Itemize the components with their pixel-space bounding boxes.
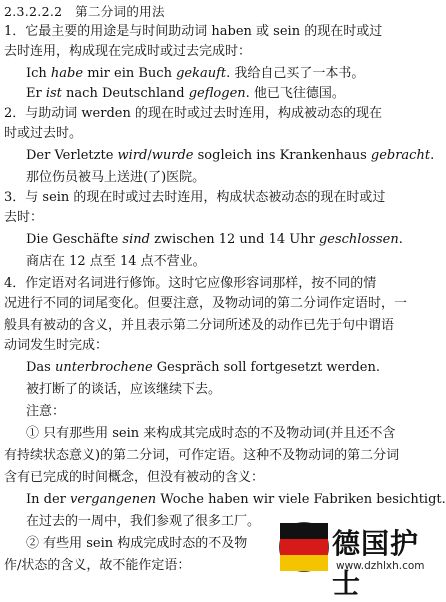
text-segment: 4．作定语对名词进行修饰。这时它应像形容词那样，按不同的情 xyxy=(4,276,377,291)
text-line xyxy=(4,22,432,42)
text-segment: 2．与助动词 werden 的现在时或过去时连用，构成被动态的现在 xyxy=(4,106,382,121)
text-segment: 注意： xyxy=(26,404,66,419)
italic-word: wird xyxy=(117,148,148,163)
text-segment: 有持续状态意义)的第二分词，可作定语。这种不及物动词的第二分词 xyxy=(4,448,400,463)
text-segment: ① 只有那些用 sein 来构成其完成时态的不及物动词(并且还不含 xyxy=(26,426,396,441)
italic-word: ist xyxy=(45,86,62,101)
logo-url: www.dzhlxh.com xyxy=(336,560,425,572)
text-segment: ② 有些用 sein 构成完成时态的不及物 xyxy=(26,536,248,551)
text-segment: 2.3.2.2.2 第二分词的用法 xyxy=(4,4,165,19)
logo-title: 德国护士 xyxy=(332,527,420,600)
text-segment: Der Verletzte xyxy=(26,148,118,163)
text-segment: Das xyxy=(26,360,55,375)
text-segment: nach Deutschland xyxy=(61,86,189,101)
text-segment: / xyxy=(147,148,152,163)
text-line xyxy=(4,336,432,356)
italic-word: geflogen xyxy=(188,86,246,101)
text-line xyxy=(4,104,432,124)
text-line xyxy=(26,230,432,250)
text-segment: sogleich ins Krankenhaus xyxy=(193,148,371,163)
text-segment: 那位伤员被马上送进(了)医院。 xyxy=(26,170,206,185)
text-segment: 被打断了的谈话，应该继续下去。 xyxy=(26,382,222,397)
text-segment: . xyxy=(430,148,435,163)
text-line xyxy=(4,274,432,294)
text-segment: In der xyxy=(26,492,71,507)
text-line xyxy=(26,146,435,166)
italic-word: wurde xyxy=(151,148,194,163)
watermark-logo xyxy=(276,520,434,600)
text-line xyxy=(4,294,432,314)
italic-word: unterbrochene xyxy=(54,360,153,375)
italic-word: geschlossen xyxy=(318,232,399,247)
text-segment: Ich xyxy=(26,66,51,81)
text-segment: 在过去的一周中，我们参观了很多工厂。 xyxy=(26,514,261,529)
italic-word: habe xyxy=(50,66,84,81)
text-line xyxy=(4,208,432,228)
text-segment: 1．它最主要的用途是与时间助动词 haben 或 sein 的现在时或过 xyxy=(4,24,383,39)
text-segment: 般具有被动的含义，并且表示第二分词所述及的动作已先于句中谓语 xyxy=(4,318,395,333)
text-line xyxy=(4,42,432,62)
text-line xyxy=(26,490,446,510)
text-line xyxy=(26,252,432,272)
text-segment: 含有已完成的时间概念，但没有被动的含义： xyxy=(4,470,265,485)
text-line xyxy=(26,380,432,400)
text-segment: Die Geschäfte xyxy=(26,232,123,247)
text-segment: Woche haben wir viele Fabriken besichtigt. xyxy=(156,492,446,507)
text-segment: . 他已飞往德国。 xyxy=(245,86,345,101)
text-line xyxy=(4,188,432,208)
italic-word: sind xyxy=(122,232,150,247)
text-segment: 去时连用，构成现在完成时或过去完成时： xyxy=(4,44,252,59)
italic-word: vergangenen xyxy=(70,492,157,507)
german-flag-icon xyxy=(279,522,329,572)
text-line xyxy=(26,84,432,104)
text-segment: mir ein Buch xyxy=(83,66,177,81)
section-heading xyxy=(4,2,432,22)
text-segment: zwischen 12 und 14 Uhr xyxy=(149,232,319,247)
text-segment: Gespräch soll fortgesetzt werden. xyxy=(152,360,380,375)
text-line xyxy=(4,468,432,488)
text-segment: 商店在 12 点至 14 点不营业。 xyxy=(26,254,206,269)
text-segment: . 我给自己买了一本书。 xyxy=(226,66,365,81)
text-line xyxy=(4,316,432,336)
text-segment: 3．与 sein 的现在时或过去时连用，构成状态被动态的现在时或过 xyxy=(4,190,386,205)
text-line xyxy=(26,402,432,422)
text-line xyxy=(26,424,432,444)
text-segment: 时或过去时。 xyxy=(4,126,83,141)
text-line xyxy=(26,168,432,188)
text-segment: 动词发生时完成： xyxy=(4,338,109,353)
text-segment: 况进行不同的词尾变化。但要注意，及物动词的第二分词作定语时，一 xyxy=(4,296,408,311)
italic-word: gekauft xyxy=(176,66,227,81)
text-segment: 作/状态的含义，故不能作定语： xyxy=(4,558,191,573)
text-line xyxy=(26,358,432,378)
text-line xyxy=(26,64,432,84)
text-segment: 去时： xyxy=(4,210,44,225)
text-segment: Er xyxy=(26,86,46,101)
italic-word: gebracht xyxy=(370,148,431,163)
text-line xyxy=(4,446,432,466)
text-line xyxy=(4,124,432,144)
text-segment: . xyxy=(398,232,403,247)
